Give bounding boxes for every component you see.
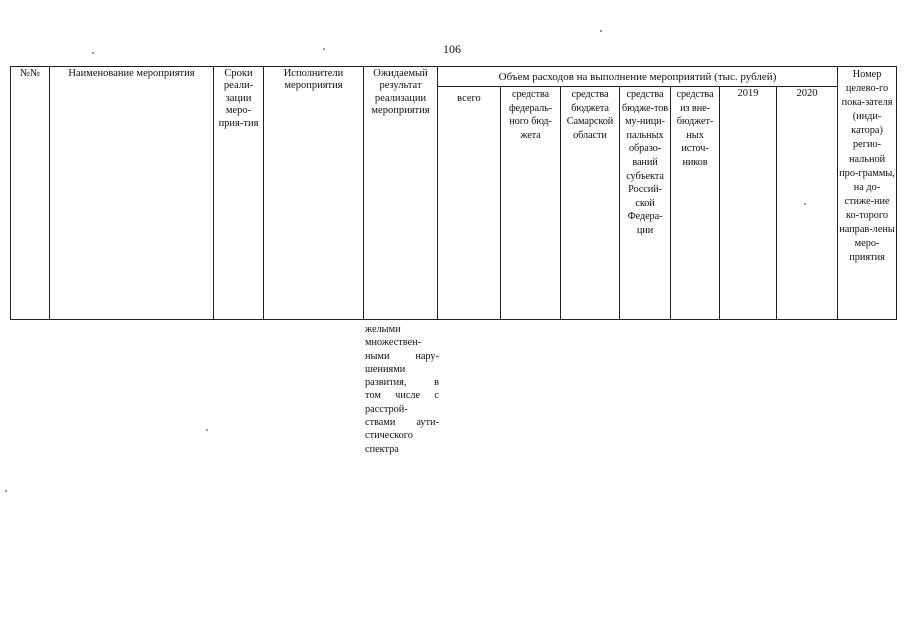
scan-speck [323,48,325,50]
scan-speck [92,52,94,54]
continuation-line: желыми [365,324,401,335]
header-indicator-number: Номер целево-го пока-зателя (инди-катора) регио-нальной про-граммы, на до-стиже-ние ко-торого направ-лены меро-приятия [838,67,897,320]
continuation-line: ствами аути- [365,417,439,429]
measures-table [10,66,897,320]
continuation-line: стического [365,430,413,442]
expected-result-continuation [365,323,439,456]
header-municipal-budgets: средства бюдже-тов му-ници-пальных образо-ваний субъекта Россий-ской Федера-ции [620,87,671,320]
header-regional-budget: средства бюджета Самарской области [561,87,620,320]
header-total: всего [438,87,501,320]
scan-speck [804,203,806,205]
page-number: 106 [443,42,461,56]
continuation-line: спектра [365,443,399,455]
header-federal-budget: средства федераль-ного бюд-жета [501,87,561,320]
header-year-2019: 2019 [720,87,777,320]
scan-speck [600,30,602,32]
continuation-line: расстрой- [365,403,408,415]
header-terms: Сроки реали-зации меро-прия-тия [214,67,264,320]
header-expense-volume: Объем расходов на выполнение мероприятий (тыс. рублей) [438,67,838,87]
scan-speck [5,490,7,492]
header-measure-name: Наименование мероприятия [50,67,214,320]
continuation-line: шениями [365,363,406,375]
header-number-col: №№ [11,67,50,320]
header-year-2020: 2020 [777,87,838,320]
header-off-budget-sources: средства из вне-бюджет-ных источ-ников [671,87,720,320]
header-expected-result: Ожидаемый результат реализации мероприятия [364,67,438,320]
continuation-line: множествен- [365,337,422,349]
header-executors: Исполнители мероприятия [264,67,364,320]
scan-speck [206,429,208,431]
continuation-line: том числе с [365,390,439,402]
continuation-line: ными нару- [365,350,439,362]
continuation-line: развития, в [365,377,439,389]
